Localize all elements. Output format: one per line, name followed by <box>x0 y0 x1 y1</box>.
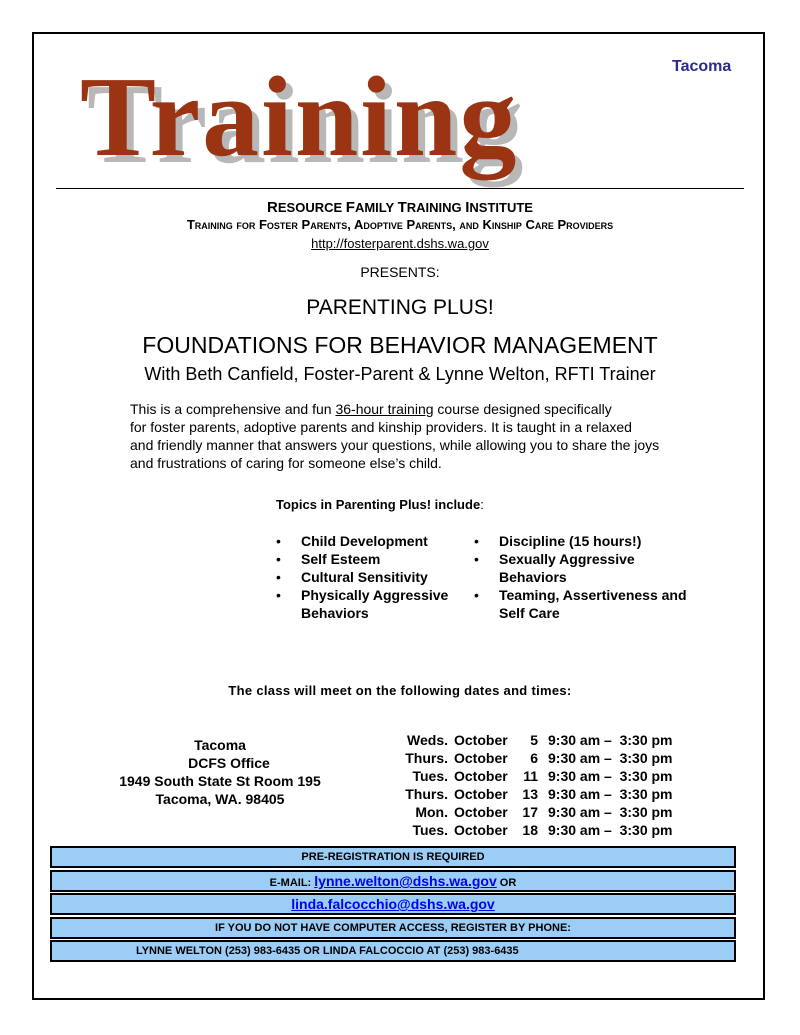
schedule-heading: The class will meet on the following dates and times: <box>228 683 572 698</box>
divider <box>56 188 744 189</box>
training-banner: Training <box>80 53 519 180</box>
session-row: Tues. October 18 9:30 am – 3:30 pm <box>412 822 673 838</box>
topics-list-left <box>276 532 466 622</box>
location-tag: Tacoma <box>672 58 732 75</box>
email-link-linda[interactable]: linda.falcocchio@dshs.wa.gov <box>291 896 495 912</box>
org-name: RESOURCE FAMILY TRAINING INSTITUTE <box>267 199 533 216</box>
email-link-lynne[interactable]: lynne.welton@dshs.wa.gov <box>314 873 497 889</box>
topic-item: • Sexually Aggressive Behaviors <box>474 551 635 585</box>
session-row: Weds. October 5 9:30 am – 3:30 pm <box>407 732 673 748</box>
session-list <box>388 731 708 839</box>
session-row: Thurs. October 13 9:30 am – 3:30 pm <box>405 786 673 802</box>
phone-notice: IF YOU DO NOT HAVE COMPUTER ACCESS, REGISTER BY PHONE: <box>50 917 736 939</box>
org-subtitle: Training for Foster Parents, Adoptive Parents, and Kinship Care Providers <box>186 217 614 232</box>
presenters: With Beth Canfield, Foster-Parent & Lynne Welton, RFTI Trainer <box>144 364 656 384</box>
phone-numbers: LYNNE WELTON (253) 983-6435 OR LINDA FALCOCCIO AT (253) 983-6435 <box>50 940 736 962</box>
venue-address: Tacoma DCFS Office 1949 South State St Room 195 Tacoma, WA. 98405 <box>119 737 321 807</box>
topics-list-right <box>474 532 704 622</box>
topic-item: • Physically Aggressive Behaviors <box>276 587 449 621</box>
email-row: E-MAIL: lynne.welton@dshs.wa.gov OR <box>50 870 736 892</box>
topic-item: • Child Development <box>276 533 428 549</box>
course-description: This is a comprehensive and fun 36-hour training course designed specifically for foster parents, adoptive parents and kinship providers. It is taught in a relaxed and friendly manner that answers your questions, while allowing you to share the joys and frustrations of caring for someone else’s child. <box>130 401 660 471</box>
topic-item: • Teaming, Assertiveness and Self Care <box>474 587 687 621</box>
org-url-link[interactable]: http://fosterparent.dshs.wa.gov <box>311 236 489 251</box>
email-row-2 <box>50 893 736 915</box>
preregistration-notice: PRE-REGISTRATION IS REQUIRED <box>50 846 736 868</box>
topic-item: • Cultural Sensitivity <box>276 569 428 585</box>
topics-heading: Topics in Parenting Plus! include: <box>276 497 484 512</box>
topic-item: • Self Esteem <box>276 551 381 567</box>
course-title: PARENTING PLUS! <box>306 296 494 319</box>
session-row: Tues. October 11 9:30 am – 3:30 pm <box>412 768 673 784</box>
session-row: Mon. October 17 9:30 am – 3:30 pm <box>415 804 673 820</box>
session-row: Thurs. October 6 9:30 am – 3:30 pm <box>405 750 673 766</box>
course-subtitle: FOUNDATIONS FOR BEHAVIOR MANAGEMENT <box>142 332 658 358</box>
presents-label: PRESENTS: <box>360 264 440 280</box>
topic-item: • Discipline (15 hours!) <box>474 533 642 549</box>
